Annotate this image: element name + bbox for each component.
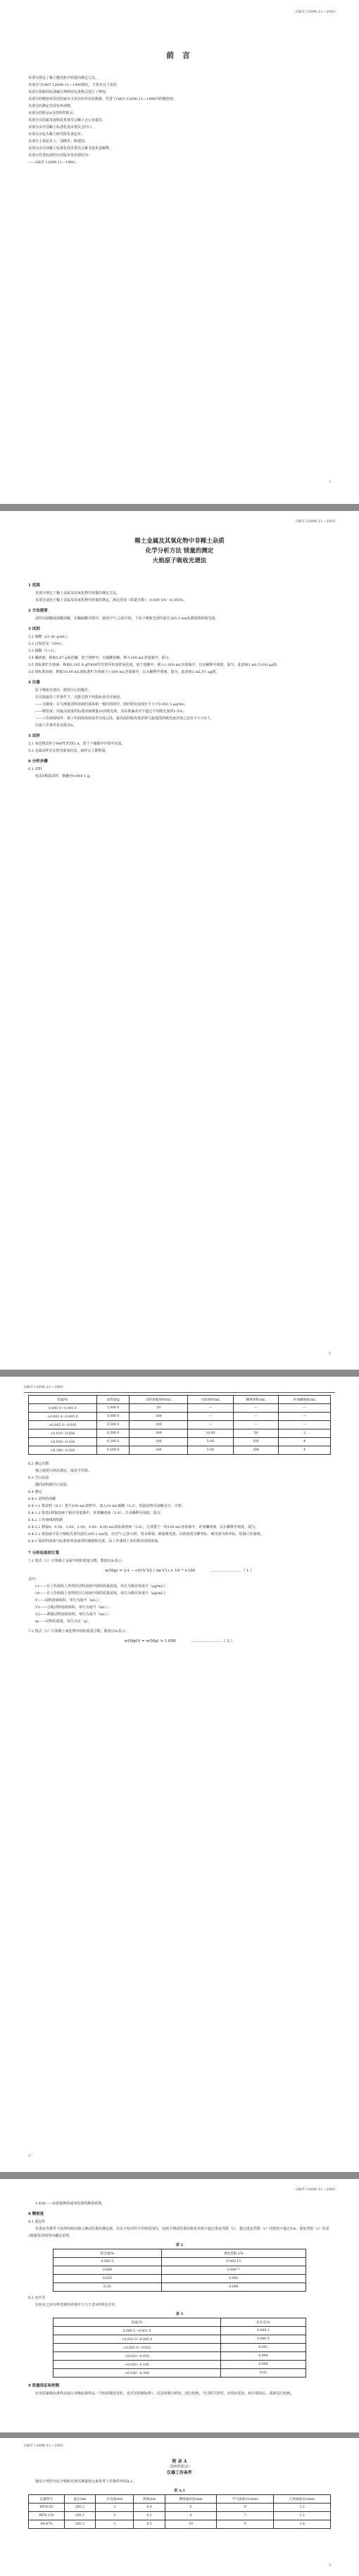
table-row <box>53 2327 306 2335</box>
section-heading: 3 试剂 <box>28 627 40 631</box>
table-cell: 285.2 <box>64 2520 95 2529</box>
page-4 <box>0 2179 359 2576</box>
table-cell: >0.100～0.300 <box>53 2369 221 2378</box>
table-cell: 285.2 <box>64 2504 95 2512</box>
table-row <box>53 2369 306 2378</box>
table-header-row <box>53 2249 306 2258</box>
table-cell: 100 <box>130 1421 188 1429</box>
table-cell: — <box>188 1413 234 1421</box>
body-line: 5.2 金属试样应去掉表面氧化层，取样后立即称量。 <box>28 749 109 753</box>
table-cell: 3 <box>96 2512 134 2520</box>
body-line: 6.4.3 将试料溶液与标准系列溶液同时测量吸光度，从工作曲线上查出相应的镁浓度。 <box>28 1539 162 1543</box>
table-cell: 5 <box>165 2504 217 2512</box>
table-a1 <box>28 2494 331 2529</box>
table-header-row <box>29 2495 331 2504</box>
table-cell: >0.050～0.100 <box>53 2361 221 2369</box>
table-cell: 0.30 <box>53 2283 162 2292</box>
standard-title <box>0 536 359 566</box>
table-cell: 0.008 <box>220 2361 306 2369</box>
table-header-row <box>53 2318 306 2327</box>
page-separator <box>0 2432 359 2438</box>
table-header: 允许差/% <box>220 2318 306 2327</box>
foreword-line: 本部分代替标准的历次版本发布情况为： <box>28 153 92 158</box>
page-number: I <box>329 480 331 484</box>
page-number: 2 <box>28 2154 31 2158</box>
annex-title: 附 录 A <box>172 2459 187 2464</box>
table-cell: 3 <box>96 2504 134 2512</box>
table-row <box>53 2266 306 2275</box>
table-cell: 285.2 <box>64 2512 95 2520</box>
body-line: 6.4.1 试料的溶解 <box>28 1497 56 1501</box>
table-header: 试料量/g <box>96 1396 129 1404</box>
table-row <box>29 2512 331 2520</box>
table-cell: 0.008 <box>53 2266 162 2275</box>
table-cell: 200 <box>233 1446 279 1455</box>
annex-a <box>28 2458 331 2529</box>
table-header: 镁含量/% <box>53 2249 162 2258</box>
annex-name: 仪器工作条件 <box>166 2470 192 2475</box>
table-row <box>53 2361 306 2369</box>
foreword-line: 本部分由包头稀土研究院负责起草。 <box>28 132 85 137</box>
annex-intro: 使用下列型号原子吸收光谱仪测量镁元素参考工作条件列表A.1。 <box>35 2480 137 2484</box>
body-line: 实验室之间分析结果的差值应不大于表3所列允许差。 <box>35 2303 119 2307</box>
body-line: 3.3 硝酸（1+1）。 <box>28 649 58 653</box>
foreword-line: 本部分主要起草人：刘晓杰、陈建国。 <box>28 139 89 144</box>
table-cell: AA-670 <box>29 2520 65 2529</box>
table-cell: 0.5 <box>134 2520 165 2529</box>
procedure-text <box>28 1460 331 1545</box>
table-header: 重复性限 r/% <box>161 2249 306 2258</box>
body-line: 应用国家级标准样品或行业级标准样品（当两者都没有时，也可用控制标样），以及仲裁分析时，进行校核。当过程失控时，应找出原因，纠正错误后，重新进行校核。 <box>35 2392 294 2396</box>
formula-text: w(MgO) = w(Mg) × 1.658 <box>124 1639 176 1643</box>
table-cell: 7 <box>217 2512 274 2520</box>
foreword-title: 前 言 <box>166 51 193 60</box>
table-cell: 0.035 <box>53 2275 162 2283</box>
title-line: 火焰原子吸收光谱法 <box>152 557 207 564</box>
annex-subtitle: （资料性附录） <box>167 2465 192 2469</box>
table-cell: 0.002 <box>161 2275 306 2283</box>
body-line: 5.1 氧化物试样于900℃灼烧1 h，置于干燥器中冷却至室温。 <box>28 742 125 746</box>
section-heading: 2 方法提要 <box>28 609 48 613</box>
foreword-line: 本部分由全国稀土标准化技术委员会归口。 <box>28 125 96 130</box>
table-row <box>29 2520 331 2529</box>
table-cell: — <box>188 1404 234 1413</box>
body-line: 7.1 按式（1）计算稀土金属中镁的质量分数，数值以%表示： <box>28 1559 125 1563</box>
table-cell: 0.4 <box>134 2504 165 2512</box>
section-heading: 6 分析步骤 <box>28 759 48 764</box>
table-cell: 2 <box>279 1429 331 1438</box>
page-header: GB/T 12690.11—2003 <box>296 2187 335 2192</box>
table-cell: 0.02 <box>220 2369 306 2378</box>
body-line: 6.3 空白试验 <box>28 1476 49 1480</box>
formula-2 <box>28 1638 331 1643</box>
table-header: 波长/nm <box>64 2495 95 2504</box>
table-cell: 1.2 <box>274 2512 331 2520</box>
table-cell: — <box>279 1421 331 1429</box>
table-header: 镁量/% <box>53 2318 221 2327</box>
variable-line: c1——自工作曲线上查得的试料溶液中镁的质量浓度，单位为微克每毫升（μg/mL）； <box>35 1584 169 1589</box>
body-line: 6.4.1.1 将试料（6.1）置于100 mL烧杯中，加入10 mL硝酸（3.3），低温加热至溶解完全，冷却。 <box>28 1504 185 1508</box>
table-row <box>29 2504 331 2512</box>
variable-line: m——试料的质量，单位为克（g）。 <box>35 1620 92 1624</box>
table-cell: 1.8 <box>274 2520 331 2529</box>
foreword-line: 本部分按新的标准编写规则对标准格式进行了修改； <box>28 90 110 94</box>
body-line: 7.2 按式（2）计算稀土氧化物中镁的质量分数，数值以%表示： <box>28 1629 129 1634</box>
page-header: GB/T 12690.11—2003 <box>296 10 335 14</box>
table-row <box>29 1446 331 1455</box>
table-cell: 8 <box>165 2512 217 2520</box>
page-3-body <box>28 1395 331 1646</box>
table-caption: 表 2 <box>175 2243 184 2247</box>
page-number: 1 <box>328 1351 331 1356</box>
foreword-line: 本部分规定了稀土抛光粉中镁量的测定方法。 <box>28 76 99 80</box>
table-header: 空气流量/(L/min) <box>217 2495 274 2504</box>
body-line: 6.4 测定 <box>28 1490 42 1494</box>
table-cell: >0.010～0.050 <box>53 2352 221 2361</box>
foreword-line: 本部分由国家发展和改革委员会稀土办公室提出。 <box>28 118 106 122</box>
page-3 <box>0 1377 359 2172</box>
body-line: 在重复性条件下获得的两次独立测试结果的测定值，在以下给出的平均值范围内，这两个测试结果的绝对差值不超过重复性限（r），超过重复性限（r）的情况不超过5%。重复性限（r）按表2数据采用线性内插法求得。 <box>28 2227 329 2238</box>
table-header: 补加镧溶液/mL <box>279 1396 331 1404</box>
variable-line: c0——自工作曲线上查得的空白溶液中镁的质量浓度，单位为微克每毫升（μg/mL）； <box>35 1591 169 1596</box>
body-line: 原子吸收光谱仪，附镁空心阴极灯。 <box>35 688 92 693</box>
section-heading: 1 范围 <box>28 583 40 588</box>
page-1 <box>0 0 359 504</box>
table-cell: >0.050～0.100 <box>29 1438 97 1446</box>
table-cell: 0.200 0 <box>96 1438 129 1446</box>
variable-line: V——试料溶液体积，单位为毫升（mL）； <box>35 1598 102 1603</box>
page-number: 3 <box>328 2563 331 2568</box>
table-cell: 100 <box>233 1438 279 1446</box>
table-cell: >0.010～0.050 <box>29 1429 97 1438</box>
table-caption: 表 3 <box>175 2312 184 2316</box>
table-row <box>53 2344 306 2352</box>
section-heading: 7 分析结果的计算 <box>28 1551 60 1555</box>
table-cell: 4 <box>279 1446 331 1455</box>
table-row <box>29 1429 331 1438</box>
body-line: 独立地进行两次测定，取其平均值。 <box>35 1469 92 1473</box>
formula-1 <box>28 1567 331 1573</box>
foreword-line: 本部分的测定范围有所调整。 <box>28 104 75 108</box>
table-cell: 0.004 <box>220 2352 306 2361</box>
body-line: 试样以硝酸或盐酸溶解，在稀硝酸介质中，使用空气-乙炔火焰，于原子吸收光谱仪波长285.2 nm处测量镁的吸光度。 <box>35 617 219 621</box>
table-cell: — <box>233 1404 279 1413</box>
body-line: 3.4 镧溶液：称取5.87 g氧化镧，置于烧杯中，以硝酸溶解，移入100 mL容量瓶中，混匀。 <box>28 656 172 660</box>
table-cell: >0.005 0～0.010 <box>53 2344 221 2352</box>
table-cell: 0.000 7 <box>161 2266 306 2275</box>
table-cell: 0.000 15 <box>161 2258 306 2266</box>
page-header: GB/T 12690.11—2003 <box>296 519 335 524</box>
table-header: 狭缝/nm <box>134 2495 165 2504</box>
table-cell: 0.009 <box>161 2283 306 2292</box>
table-header: 稀释体积/mL <box>233 1396 279 1404</box>
page-2 <box>0 511 359 1370</box>
table-header: 仪器型号 <box>29 2495 65 2504</box>
table-caption: 表 A.1 <box>174 2489 185 2493</box>
table-row <box>53 2352 306 2361</box>
table-cell: 5.00 <box>188 1446 234 1455</box>
table-cell: 0.000 5 <box>53 2258 162 2266</box>
table-cell: 0.000 5～0.001 0 <box>29 1404 97 1413</box>
table-2 <box>53 2249 306 2292</box>
foreword-line: 本部分由全国稀土标准化技术委员会秘书处负责解释。 <box>28 146 113 151</box>
table-cell: >0.001 0～0.005 0 <box>29 1413 97 1421</box>
table-cell: WFX-110 <box>29 2512 65 2520</box>
formula-text: w(Mg) = (c1 − c0)·V·V2 / (m·V1) × 10⁻⁴ ×100 <box>105 1569 196 1573</box>
section-heading: 9 质量保证和控制 <box>28 2384 60 2388</box>
body-line: 6.2 测定次数 <box>28 1462 49 1466</box>
variable-line: V2——测量试料溶液体积，单位为毫升（mL）； <box>35 1612 111 1617</box>
table-1 <box>28 1395 331 1455</box>
table-cell: 50 <box>233 1429 279 1438</box>
table-cell: 0.001 <box>220 2344 306 2352</box>
title-line: 稀土金属及其氧化物中非稀土杂质 <box>134 538 225 545</box>
variable-line: 式中： <box>28 1577 39 1581</box>
table-cell: >0.001 0～0.005 0 <box>53 2335 221 2344</box>
table-cell: 100 <box>130 1413 188 1421</box>
table-row <box>53 2283 306 2292</box>
variable-line: V1——分取试料溶液体积，单位为毫升（mL）； <box>35 1605 111 1610</box>
table-cell: >0.100～0.300 <box>29 1446 97 1455</box>
table-cell: — <box>233 1413 279 1421</box>
section-heading: 4 仪器 <box>28 681 40 685</box>
table-header: 灯电流/mA <box>96 2495 134 2504</box>
table-cell: 0.500 0 <box>96 1421 129 1429</box>
table-cell: — <box>279 1413 331 1421</box>
table-cell: 10 <box>165 2520 217 2529</box>
table-cell: 50 <box>130 1404 188 1413</box>
section-heading: 5 试样 <box>28 734 40 738</box>
table-header: 燃烧器高度/mm <box>165 2495 217 2504</box>
table-cell: — <box>279 1404 331 1413</box>
body-line: 本部分适用于稀土金属及其氧化物中镁量的测定，测定范围（质量分数）：0.000 5%～0.300%。 <box>35 598 187 602</box>
table-cell: WFX-1D <box>29 2504 65 2512</box>
table-row <box>29 1413 331 1421</box>
table-cell: 0.100 0 <box>96 1446 129 1455</box>
foreword-line: 本部分的附录A为资料性附录。 <box>28 111 77 115</box>
foreword-body <box>28 75 331 166</box>
table-row <box>53 2258 306 2266</box>
table-cell: 0.000 5 <box>220 2335 306 2344</box>
table-row <box>29 1421 331 1429</box>
table-cell: 1.000 0 <box>96 1404 129 1413</box>
page-4-body <box>28 2200 331 2397</box>
body-line: 本部分规定了稀土金属及其氧化物中镁量的测定方法。 <box>35 591 120 595</box>
table-cell: 9 <box>217 2520 274 2529</box>
table-cell: 3 <box>96 2520 134 2529</box>
table-header-row <box>29 1396 331 1404</box>
table-cell: 100 <box>130 1438 188 1446</box>
body-line: 随同试料做空白试验。 <box>35 1483 71 1487</box>
body-line: 3.1 硝酸（ρ1.42 g/mL）。 <box>28 635 71 639</box>
body-line: 6.1 试料 <box>28 767 42 771</box>
body-line: ——精密度：用最高浓度的标准溶液测量10次吸光度，其标准偏差应不超过平均吸光度的1.5%； <box>35 709 187 714</box>
table-cell: 100 <box>130 1429 188 1438</box>
table-cell: 1.5 <box>274 2504 331 2512</box>
table-header: 镁量/% <box>29 1396 97 1404</box>
body-line: ——灵敏度：在与测量试料溶液的基体相一致的溶液中，镁的特征浓度应不大于0.003 5 μg/mL； <box>35 702 188 707</box>
table-cell: 0.200 0 <box>96 1429 129 1438</box>
body-line: 8.2 允许差 <box>28 2296 46 2300</box>
table-cell: >0.005 0～0.010 <box>29 1421 97 1429</box>
body-line: 仪器工作条件参见附录A。 <box>35 724 77 728</box>
table-row <box>29 1404 331 1413</box>
table-header: 分取体积/mL <box>188 1396 234 1404</box>
page-header: GB/T 12690.11—2003 <box>24 2444 63 2448</box>
formula-number: ……………………（ 2 ） <box>191 1639 235 1643</box>
table-cell: 5.00 <box>188 1438 234 1446</box>
foreword-line: 本部分与GB/T 12690.11—1990相比，主要有以下变化： <box>28 83 120 87</box>
table-cell: 0.2 <box>134 2512 165 2520</box>
foreword-line: 本部分的精密度采用国家有关单位协作实验数据，代替了GB/T 12690.11—1990中的精密度； <box>28 97 177 101</box>
table-cell: 10.00 <box>188 1429 234 1438</box>
body-line: 3.2 过氧化氢（30%）。 <box>28 642 66 646</box>
formula-number: ……………………（ 1 ） <box>210 1569 254 1573</box>
body-line: 8.1 重复性 <box>28 2220 46 2224</box>
table-3 <box>53 2318 306 2378</box>
table-row <box>29 1438 331 1446</box>
title-line: 化学分析方法 镁量的测定 <box>145 548 214 555</box>
table-cell: 9 <box>217 2504 274 2512</box>
header-rule <box>24 1392 335 1393</box>
table-cell: 0.000 5～0.001 0 <box>53 2327 221 2335</box>
table-header: 试料溶液体积/mL <box>130 1396 188 1404</box>
body-line: 6.4.1.2 按表1移取溶液于相应容量瓶中，补加镧溶液（3.4），以水稀释至刻度，混匀。 <box>28 1511 164 1515</box>
foreword-line: ——GB/T 12690.11—1990。 <box>28 160 78 165</box>
body-line: 6.4.2.1 移取0、0.50、1.00、2.00、3.00、4.00 mL镁标准溶液（3.6），分别置于一组100 mL容量瓶中，补加镧溶液，以水稀释至刻度，混匀。 <box>28 1525 259 1529</box>
table-cell: 0.000 2 <box>220 2327 306 2335</box>
table-row <box>53 2275 306 2283</box>
table-cell: — <box>188 1421 234 1429</box>
body-line: ——工作曲线线性：将工作曲线按浓度等分成五段，最高段的吸光度差值与最低段的吸光度差值之比应不小于0.7。 <box>35 716 213 721</box>
table-header: 乙炔流量/(L/min) <box>274 2495 331 2504</box>
table-cell: 100 <box>130 1446 188 1455</box>
body-line: 按表1称取试样，精确至0.000 1 g。 <box>35 774 94 778</box>
body-line: 3.5 镁标准贮存溶液：称取0.165 8 g经800℃灼烧至恒量的氧化镁，溶于盐酸中，移入1 000 mL容量瓶中，以水稀释至刻度，混匀。此溶液1 mL含100 μg镁。 <box>28 663 280 667</box>
page-2-body <box>28 581 331 780</box>
table-cell: — <box>233 1421 279 1429</box>
section-heading: 8 精密度 <box>28 2212 44 2216</box>
body-line: 6.4.2.2 将溶液于原子吸收光谱仪波长285.2 nm处，以空气-乙炔火焰，用水调零，测量吸光度。以镁浓度为横坐标、吸光度为纵坐标，绘制工作曲线。 <box>28 1532 264 1536</box>
body-line: 1.658——由镁量换算成氧化镁的换算系数。 <box>35 2202 106 2206</box>
body-line: 在仪器最佳工作条件下，凡能达到下列指标者均可使用。 <box>35 695 124 700</box>
page-header: GB/T 12690.11—2003 <box>24 1385 63 1389</box>
body-line: 6.4.2 工作曲线的绘制 <box>28 1518 63 1522</box>
table-row <box>53 2335 306 2344</box>
table-cell: 4 <box>279 1438 331 1446</box>
body-line: 3.6 镁标准溶液：移取10.00 mL镁标准贮存溶液于1 000 mL容量瓶中，以水稀释至刻度，混匀。此溶液1 mL含1 μg镁。 <box>28 670 220 674</box>
table-cell: 1.000 0 <box>96 1413 129 1421</box>
